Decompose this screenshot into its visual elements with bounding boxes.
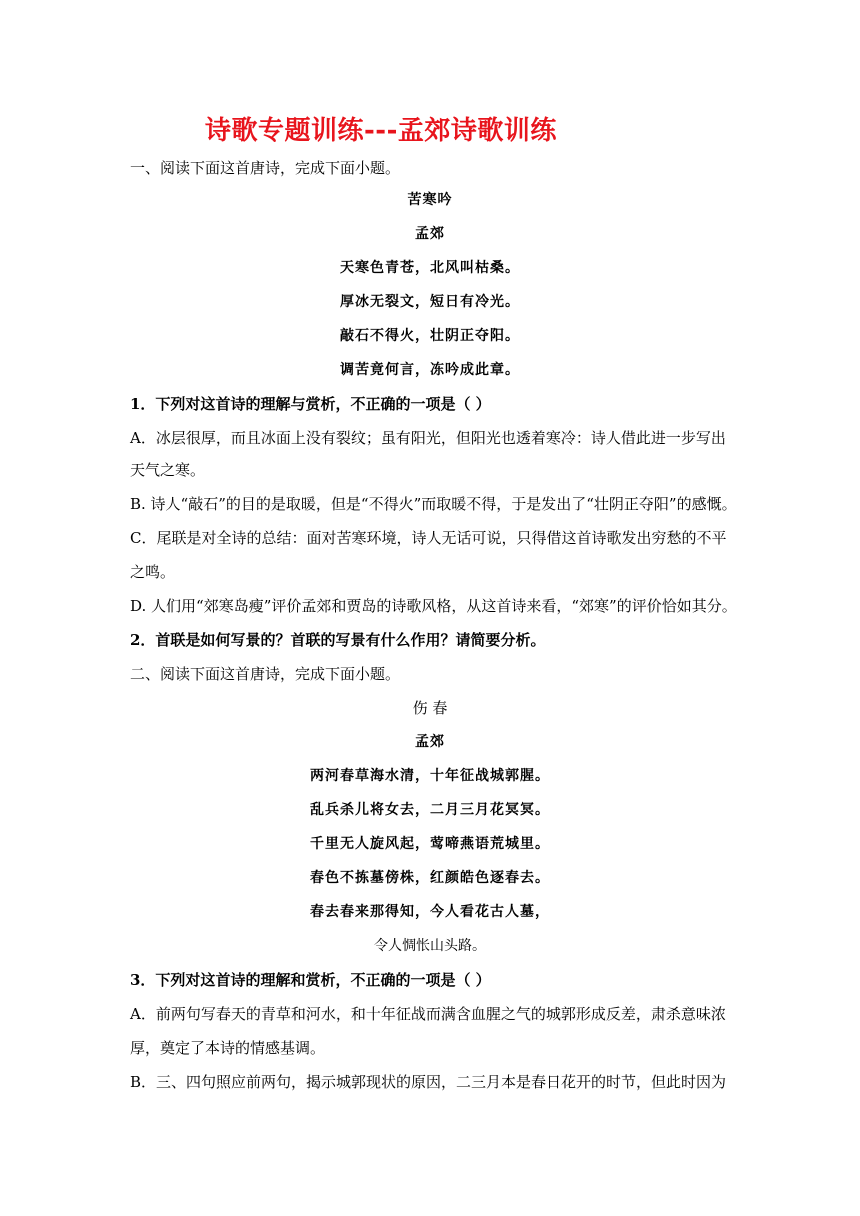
poem2-author: 孟郊 xyxy=(415,734,445,750)
section2-heading: 二、阅读下面这首唐诗，完成下面小题。 xyxy=(130,665,401,683)
poem2-line: 春色不拣墓傍株，红颜皓色逐春去。 xyxy=(310,870,550,886)
document-title: 诗歌专题训练---孟郊诗歌训练 xyxy=(205,116,557,146)
question-3-option: B．三、四句照应前两句，揭示城郭现状的原因，二三月本是春日花开的时节，但此时因为 xyxy=(130,1073,727,1091)
question-3-option: A．前两句写春天的青草和河水，和十年征战而满含血腥之气的城郭形成反差，肃杀意味浓 xyxy=(130,1005,726,1023)
poem1-line: 天寒色青苍，北风叫枯桑。 xyxy=(340,260,520,276)
poem2-line: 乱兵杀儿将女去，二月三月花冥冥。 xyxy=(310,802,550,818)
question-1-option: 天气之寒。 xyxy=(130,461,206,479)
section1-heading: 一、阅读下面这首唐诗，完成下面小题。 xyxy=(130,159,401,177)
poem1-title: 苦寒吟 xyxy=(407,192,453,208)
question-1-option: D. 人们用“郊寒岛瘦”评价孟郊和贾岛的诗歌风格，从这首诗来看，“郊寒”的评价恰如其分。 xyxy=(130,597,737,615)
poem1-line: 敲石不得火，壮阴正夺阳。 xyxy=(340,328,520,344)
question-1-option: B. 诗人“敲石”的目的是取暖，但是“不得火”而取暖不得，于是发出了“壮阴正夺阳”的感慨。 xyxy=(130,495,737,513)
poem2-line: 令人惆怅山头路。 xyxy=(374,938,486,954)
question-1: 1．下列对这首诗的理解与赏析，不正确的一项是（ ） xyxy=(130,395,491,413)
poem2-line: 千里无人旋风起，莺啼燕语荒城里。 xyxy=(310,836,550,852)
question-3-option: 厚，奠定了本诗的情感基调。 xyxy=(130,1039,326,1057)
question-1-option: A．冰层很厚，而且冰面上没有裂纹；虽有阳光，但阳光也透着寒冷：诗人借此进一步写出 xyxy=(130,429,726,447)
poem2-title: 伤 春 xyxy=(412,699,448,717)
poem2-line: 春去春来那得知，今人看花古人墓， xyxy=(310,904,550,920)
poem1-line: 厚冰无裂文，短日有冷光。 xyxy=(340,294,520,310)
poem2-line: 两河春草海水清，十年征战城郭腥。 xyxy=(310,768,550,784)
question-3: 3．下列对这首诗的理解和赏析，不正确的一项是（ ） xyxy=(130,971,491,989)
poem1-line: 调苦竟何言，冻吟成此章。 xyxy=(340,362,520,378)
question-2: 2．首联是如何写景的？首联的写景有什么作用？请简要分析。 xyxy=(130,631,546,649)
question-1-option: C．尾联是对全诗的总结：面对苦寒环境，诗人无话可说，只得借这首诗歌发出穷愁的不平 xyxy=(130,529,727,547)
poem1-author: 孟郊 xyxy=(415,226,445,242)
question-1-option: 之鸣。 xyxy=(130,563,176,581)
